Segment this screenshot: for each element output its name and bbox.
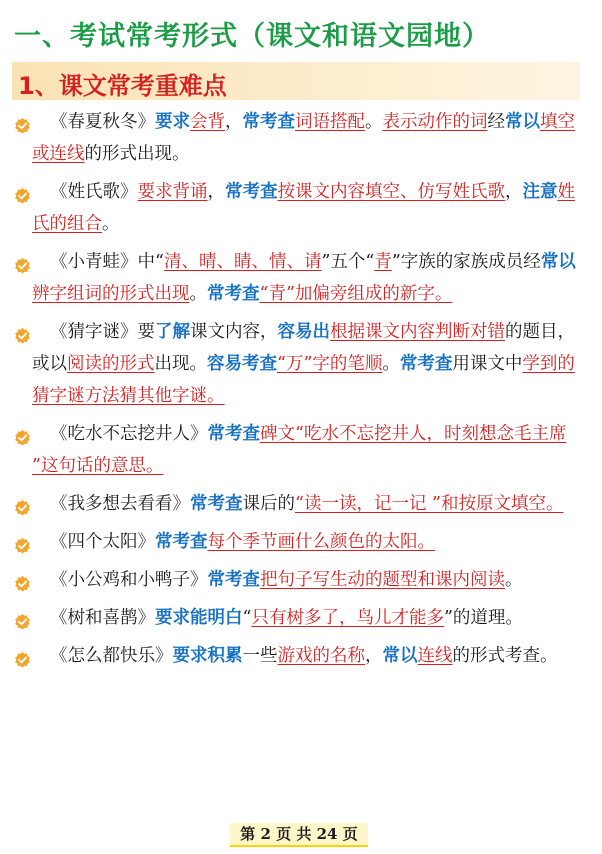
item-text: 《猜字谜》要 — [50, 322, 155, 342]
key-point-text: 要求背诵 — [137, 182, 208, 202]
key-point-text: 姓氏的组合 — [32, 182, 575, 234]
list-item — [14, 526, 586, 558]
emphasis-text: 常考查 — [225, 182, 278, 202]
item-text: 《四个太阳》 — [50, 532, 155, 552]
item-text: 《吃水不忘挖井人》 — [50, 424, 208, 444]
key-point-text: 填空或连线 — [32, 112, 575, 164]
item-text: ”五个“ — [321, 252, 375, 272]
key-point-text: 辨字组词的形式出现 — [32, 284, 190, 304]
list-item — [14, 564, 586, 596]
item-text: 。 — [505, 570, 523, 590]
emphasis-text: 容易考查 — [207, 354, 277, 374]
emphasis-text: 常以 — [505, 112, 540, 132]
section-title: 1、课文常考重难点 — [18, 72, 227, 100]
key-point-text: 会背 — [190, 112, 225, 132]
section-header — [12, 62, 580, 100]
item-text: 课文内容， — [190, 322, 278, 342]
checkmark-badge-icon — [14, 183, 31, 200]
item-text: 《小青蛙》中“ — [50, 252, 164, 272]
list-item — [14, 602, 586, 634]
item-text: 《小公鸡和小鸭子》 — [50, 570, 208, 590]
item-text: 《树和喜鹊》 — [50, 608, 155, 628]
item-text: 《春夏秋冬》 — [50, 112, 155, 132]
key-point-text: 青 — [374, 252, 392, 272]
item-text: 。 — [102, 214, 120, 234]
emphasis-text: 常考查 — [242, 112, 295, 132]
item-text: ， — [225, 112, 243, 132]
list-item — [14, 418, 586, 482]
item-text: 。 — [382, 354, 400, 374]
list-item — [14, 106, 586, 170]
emphasis-text: 了解 — [155, 322, 190, 342]
item-text: 用课文中 — [452, 354, 523, 374]
list-item — [14, 246, 586, 310]
page-number: 第 2 页 共 24 页 — [230, 823, 368, 847]
checkmark-badge-icon — [14, 113, 31, 130]
item-text: 经 — [487, 112, 505, 132]
checkmark-badge-icon — [14, 609, 31, 626]
item-text: ”字族的家族成员经 — [391, 252, 541, 272]
item-text: 的形式考查。 — [452, 646, 558, 666]
emphasis-text: 常考查 — [207, 424, 260, 444]
item-text: 课后的 — [242, 494, 295, 514]
key-point-text: 只有树多了，鸟儿才能多 — [251, 608, 444, 628]
list-item — [14, 640, 586, 672]
key-point-text: 碑文“吃水不忘挖井人，时刻想念毛主席 ”这句话的意思。 — [32, 424, 567, 476]
item-text: ， — [505, 182, 523, 202]
checkmark-badge-icon — [14, 323, 31, 340]
emphasis-text: 常考查 — [190, 494, 243, 514]
item-text: 。 — [189, 284, 207, 304]
item-text: 的形式出现。 — [84, 144, 190, 164]
key-point-text: 表示动作的词 — [382, 112, 488, 132]
checkmark-badge-icon — [14, 253, 31, 270]
emphasis-text: 常考查 — [207, 570, 260, 590]
item-text: 的题目，或以 — [32, 322, 575, 374]
item-text: ， — [207, 182, 225, 202]
key-point-text: 连线 — [417, 646, 453, 666]
checkmark-badge-icon — [14, 533, 31, 550]
item-text: 《我多想去看看》 — [50, 494, 190, 514]
item-text: ， — [365, 646, 383, 666]
emphasis-text: 要求积累 — [172, 646, 243, 666]
emphasis-text: 常以 — [540, 252, 576, 272]
key-points-list — [14, 106, 586, 678]
page-title: 一、考试常考形式（课文和语文园地） — [14, 21, 490, 52]
key-point-text: 根据课文内容判断对错 — [330, 322, 505, 342]
key-point-text: 阅读的形式 — [67, 354, 155, 374]
emphasis-text: 常考查 — [207, 284, 260, 304]
emphasis-text: 常考查 — [155, 532, 208, 552]
key-point-text: “读一读，记一记 ”和按原文填空。 — [295, 494, 564, 514]
emphasis-text: 常以 — [382, 646, 418, 666]
emphasis-text: 常考查 — [399, 354, 453, 374]
checkmark-badge-icon — [14, 425, 31, 442]
item-text: 出现。 — [154, 354, 207, 374]
emphasis-text: 容易出 — [277, 322, 330, 342]
key-point-text: 游戏的名称 — [277, 646, 365, 666]
key-point-text: 清、晴、睛、情、请 — [163, 252, 322, 272]
item-text: “ — [242, 608, 252, 628]
item-text: 《怎么都快乐》 — [50, 646, 173, 666]
key-point-text: 按课文内容填空、仿写姓氏歌 — [277, 182, 505, 202]
emphasis-text: 要求能明白 — [155, 608, 243, 628]
item-text: ”的道理。 — [443, 608, 523, 628]
list-item — [14, 488, 586, 520]
checkmark-badge-icon — [14, 571, 31, 588]
list-item — [14, 176, 586, 240]
list-item — [14, 316, 586, 412]
key-point-text: 学到的猜字谜方法猜其他字谜。 — [32, 354, 575, 406]
key-point-text: 把句子写生动的题型和课内阅读 — [260, 570, 505, 590]
key-point-text: 每个季节画什么颜色的太阳。 — [207, 532, 435, 552]
key-point-text: 词语搭配 — [295, 112, 365, 132]
emphasis-text: 要求 — [155, 112, 190, 132]
emphasis-text: 注意 — [522, 182, 558, 202]
key-point-text: “青”加偏旁组成的新字。 — [259, 284, 453, 304]
item-text: 。 — [365, 112, 383, 132]
item-text: 一些 — [242, 646, 278, 666]
item-text: 《姓氏歌》 — [50, 182, 138, 202]
checkmark-badge-icon — [14, 647, 31, 664]
checkmark-badge-icon — [14, 495, 31, 512]
key-point-text: “万”字的笔顺 — [277, 354, 383, 374]
